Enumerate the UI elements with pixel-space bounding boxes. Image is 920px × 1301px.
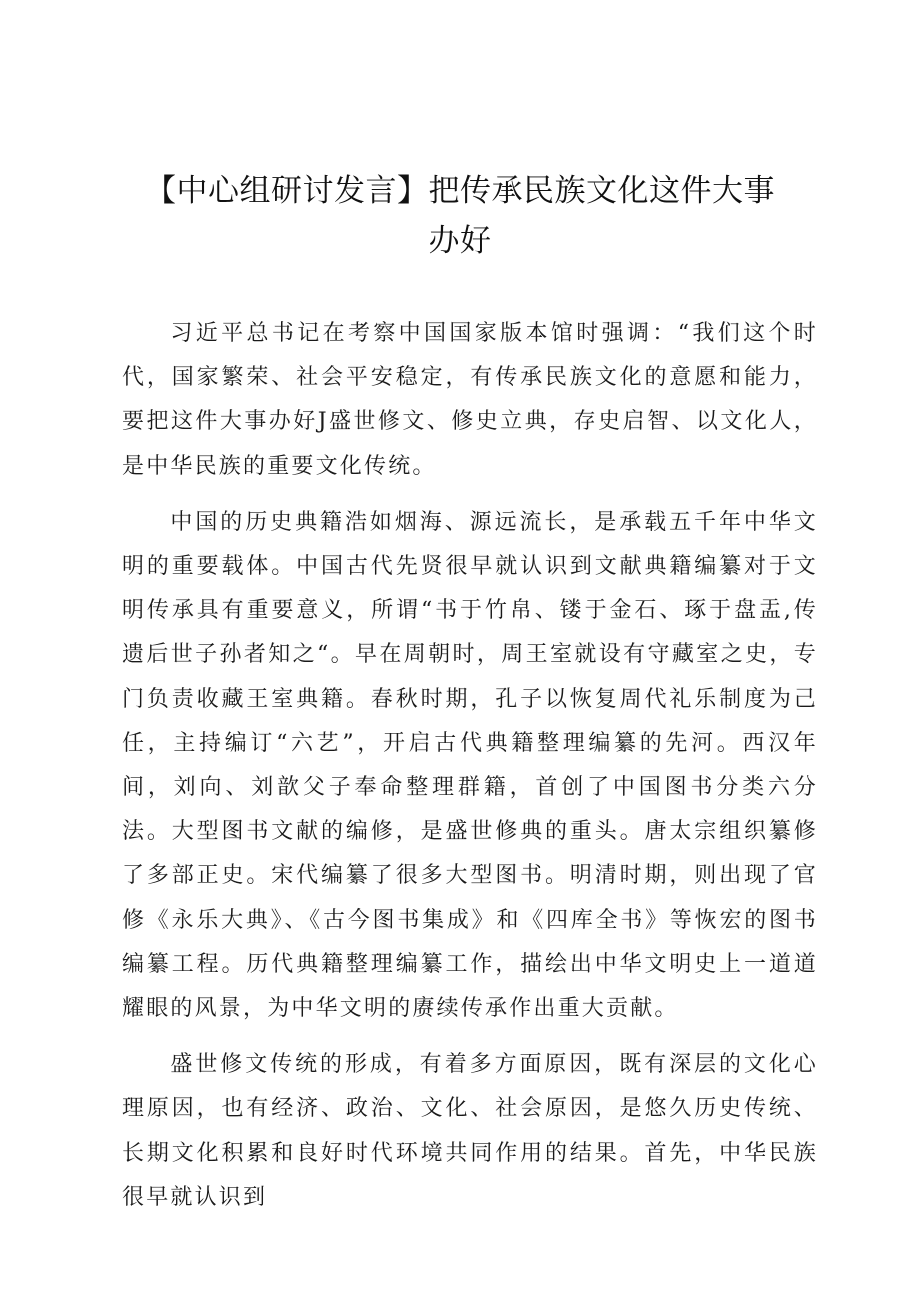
paragraph: 中国的历史典籍浩如烟海、源远流长，是承载五千年中华文明的重要载体。中国古代先贤很早就认识到文献典籍编纂对于文明传承具有重要意义，所谓“书于竹帛、镂于金石、琢于盘盂,传遗后世子孙者知之“。早在周朝时，周王室就设有守藏室之史，专门负责收藏王室典籍。春秋时期，孔子以恢复周代礼乐制度为己任，主持编订“六艺”，开启古代典籍整理编纂的先河。西汉年间，刘向、刘歆父子奉命整理群籍，首创了中国图书分类六分法。大型图书文献的编修，是盛世修典的重头。唐太宗组织纂修了多部正史。宋代编纂了很多大型图书。明清时期，则出现了官修《永乐大典》、《古今图书集成》和《四库全书》等恢宏的图书编纂工程。历代典籍整理编纂工作，描绘出中华文明史上一道道耀眼的风景，为中华文明的赓续传承作出重大贡献。 — [122, 509, 818, 1022]
paragraph: 盛世修文传统的形成，有着多方面原因，既有深层的文化心理原因，也有经济、政治、文化、社会原因，是悠久历史传统、长期文化积累和良好时代环境共同作用的结果。首先，中华民族很早就认识到 — [122, 1052, 818, 1210]
title-line-2: 办好 — [428, 223, 492, 259]
document-body — [122, 312, 818, 1232]
document-title — [100, 166, 820, 266]
title-line-1: 【中心组研讨发言】把传承民族文化这件大事 — [145, 173, 775, 209]
paragraph: 习近平总书记在考察中国国家版本馆时强调：“我们这个时代，国家繁荣、社会平安稳定，有传承民族文化的意愿和能力，要把这件大事办好J盛世修文、修史立典，存史启智、以文化人，是中华民族的重要文化传统。 — [122, 321, 818, 479]
